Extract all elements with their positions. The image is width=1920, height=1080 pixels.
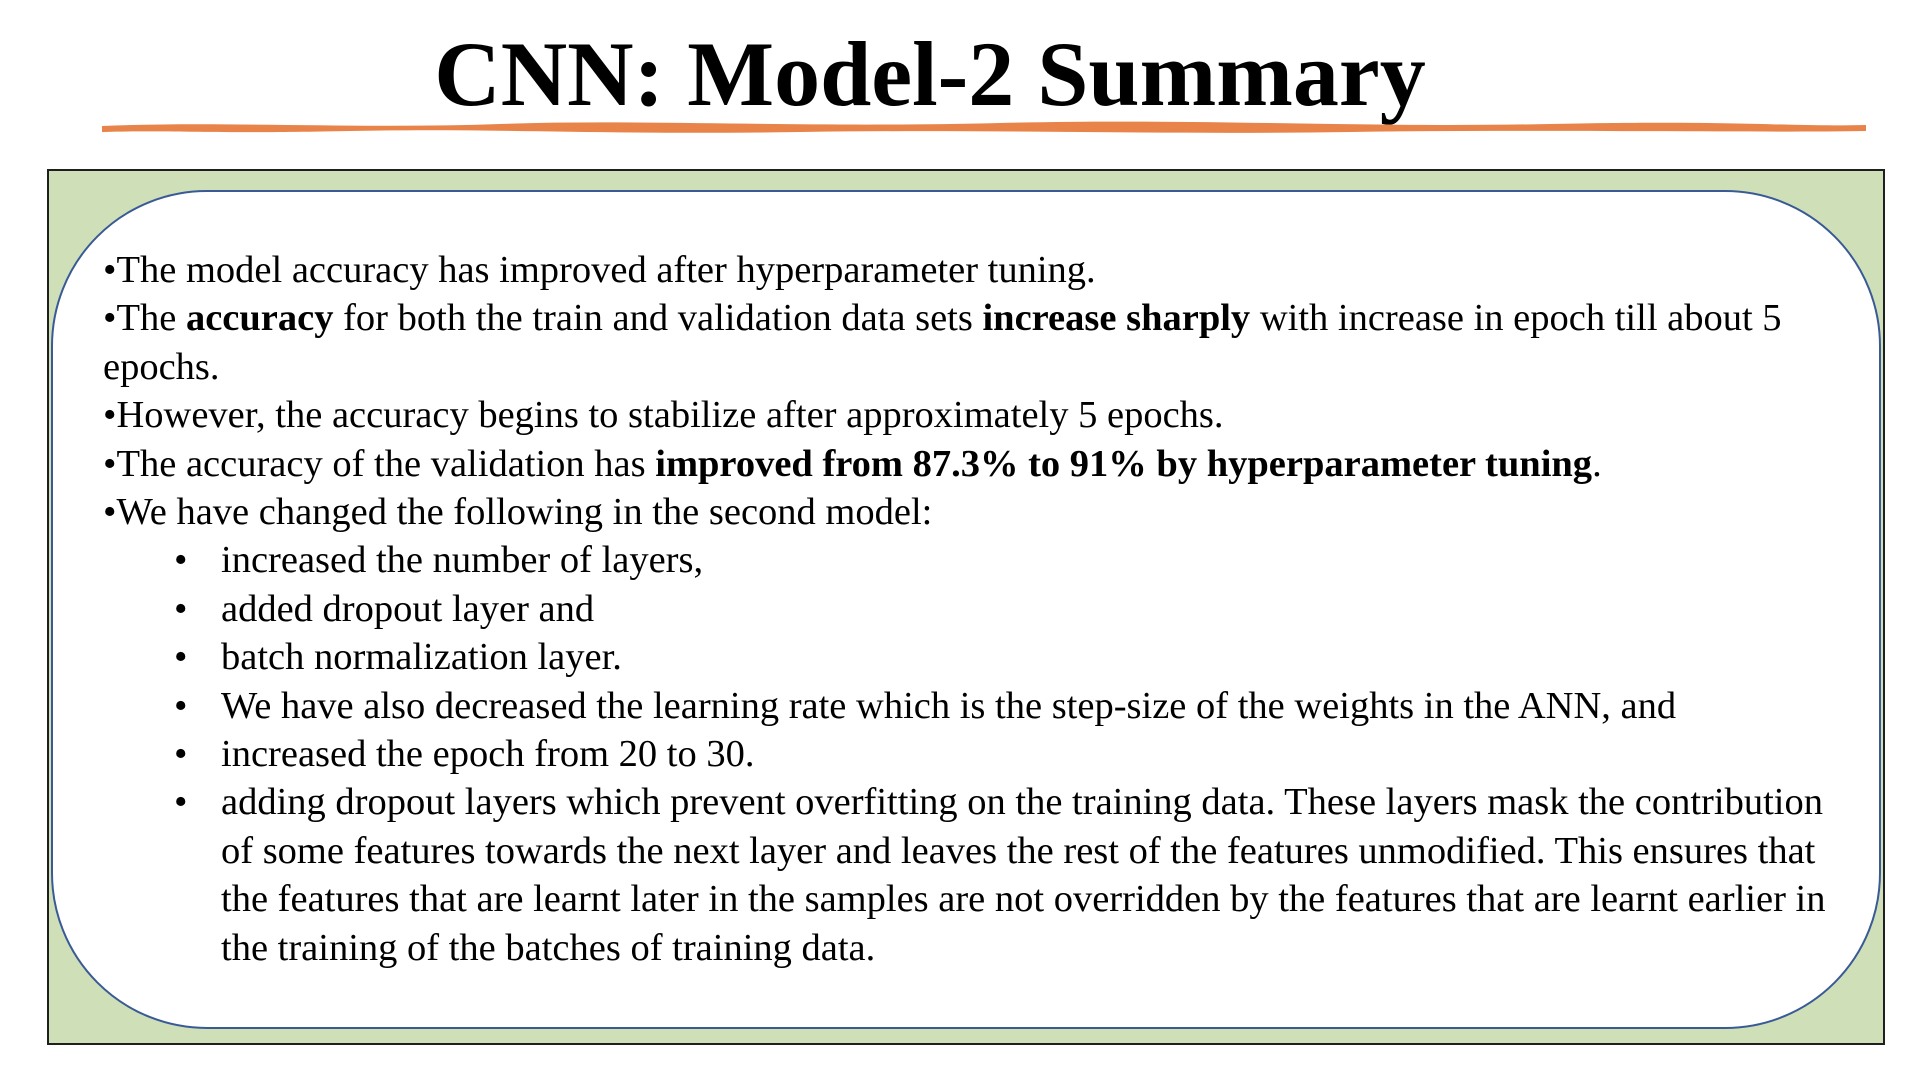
paragraph-accuracy-sharp-increase [103, 294, 1843, 391]
emphasis-increase-sharply: increase sharply [982, 297, 1251, 340]
changes-list [103, 536, 1843, 972]
list-item [103, 536, 1843, 584]
bullet-glyph: • [103, 442, 117, 485]
bullet-glyph: • [174, 684, 188, 727]
emphasis-accuracy: accuracy [185, 297, 334, 340]
title-underline-brushstroke [100, 112, 1868, 142]
bullet-glyph: • [103, 394, 117, 437]
list-item-text: adding dropout layers which prevent overfitting on the training data. These layers mask the contribution of some features towards the next layer and leaves the rest of the features unmodified. This ensures that the features that are learnt later in the samples are not overridden by the features that are learnt earlier in the training of the batches of training data. [221, 781, 1826, 969]
list-item-text: We have also decreased the learning rate which is the step-size of the weights in the ANN, and [221, 684, 1677, 727]
summary-text [103, 246, 1843, 972]
list-item-text: increased the epoch from 20 to 30. [221, 733, 755, 776]
paragraph-text: . [1592, 442, 1602, 485]
bullet-glyph: • [174, 587, 188, 630]
paragraph-changes-intro [103, 488, 1843, 536]
list-item-text: added dropout layer and [221, 587, 595, 630]
underline-stroke [102, 122, 1866, 133]
paragraph-validation-improved [103, 440, 1843, 488]
bullet-glyph: • [103, 491, 117, 534]
bullet-glyph: • [174, 539, 188, 582]
paragraph-text: The accuracy of the validation has [116, 442, 656, 485]
paragraph-text: We have changed the following in the second model: [116, 491, 933, 534]
paragraph-text: The model accuracy has improved after hyperparameter tuning. [116, 249, 1096, 291]
list-item [103, 682, 1843, 730]
bullet-glyph: • [174, 636, 188, 679]
paragraph-text: However, the accuracy begins to stabilize after approximately 5 epochs. [116, 394, 1224, 437]
list-item [103, 633, 1843, 681]
slide-title: CNN: Model-2 Summary [434, 23, 1426, 125]
paragraph-text: The [116, 297, 186, 340]
bullet-glyph: • [103, 249, 117, 291]
paragraph-stabilize [103, 391, 1843, 439]
list-item [103, 778, 1843, 972]
paragraph-text: with increase in epoch till about 5 epochs. [103, 297, 1782, 388]
paragraph-accuracy-improved [103, 246, 1843, 294]
list-item [103, 585, 1843, 633]
bullet-glyph: • [174, 733, 188, 776]
bullet-glyph: • [103, 297, 117, 340]
list-item [103, 730, 1843, 778]
list-item-text: batch normalization layer. [221, 636, 622, 679]
paragraph-text: for both the train and validation data sets [333, 297, 983, 340]
list-item-text: increased the number of layers, [221, 539, 704, 582]
emphasis-improvement: improved from 87.3% to 91% by hyperparameter tuning [655, 442, 1593, 485]
bullet-glyph: • [174, 781, 188, 824]
